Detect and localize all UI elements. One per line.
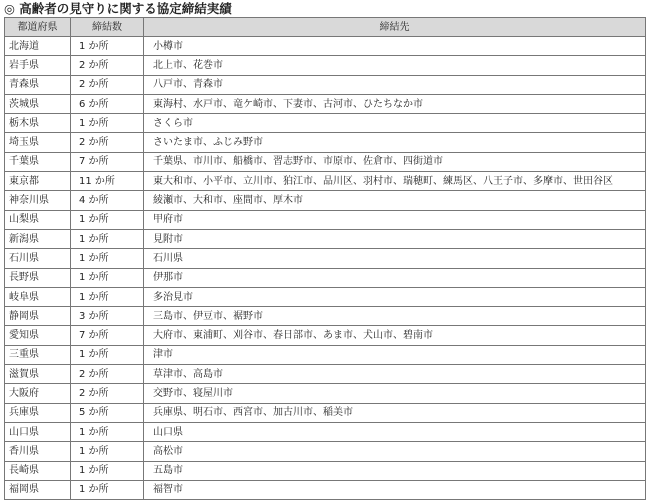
count-cell: 1 か所: [71, 442, 144, 461]
partners-cell: 八戸市、青森市: [144, 75, 646, 94]
count-cell: 2 か所: [71, 56, 144, 75]
table-row: [5, 365, 646, 384]
count-cell: 7 か所: [71, 152, 144, 171]
table-row: [5, 229, 646, 248]
table-row: [5, 152, 646, 171]
prefecture-cell: 山口県: [5, 422, 71, 441]
prefecture-cell: 東京都: [5, 172, 71, 191]
partners-cell: 山口県: [144, 422, 646, 441]
partners-cell: 福智市: [144, 480, 646, 499]
prefecture-cell: 福岡県: [5, 480, 71, 499]
prefecture-cell: 山梨県: [5, 210, 71, 229]
prefecture-cell: 岐阜県: [5, 287, 71, 306]
table-row: [5, 384, 646, 403]
count-cell: 7 か所: [71, 326, 144, 345]
table-row: [5, 172, 646, 191]
prefecture-cell: 千葉県: [5, 152, 71, 171]
table-row: [5, 114, 646, 133]
table-row: [5, 480, 646, 499]
table-row: [5, 191, 646, 210]
count-cell: 5 か所: [71, 403, 144, 422]
partners-cell: 北上市、花巻市: [144, 56, 646, 75]
partners-cell: 五島市: [144, 461, 646, 480]
count-cell: 1 か所: [71, 229, 144, 248]
count-cell: 1 か所: [71, 114, 144, 133]
prefecture-cell: 愛知県: [5, 326, 71, 345]
prefecture-cell: 長崎県: [5, 461, 71, 480]
count-cell: 1 か所: [71, 210, 144, 229]
table-row: [5, 249, 646, 268]
partners-cell: 高松市: [144, 442, 646, 461]
partners-cell: 大府市、東浦町、刈谷市、春日部市、あま市、犬山市、碧南市: [144, 326, 646, 345]
count-cell: 2 か所: [71, 365, 144, 384]
count-cell: 1 か所: [71, 37, 144, 56]
prefecture-cell: 香川県: [5, 442, 71, 461]
partners-cell: 交野市、寝屋川市: [144, 384, 646, 403]
table-row: [5, 326, 646, 345]
count-cell: 1 か所: [71, 422, 144, 441]
partners-cell: 石川県: [144, 249, 646, 268]
partners-cell: 見附市: [144, 229, 646, 248]
prefecture-cell: 静岡県: [5, 307, 71, 326]
prefecture-cell: 長野県: [5, 268, 71, 287]
table-row: [5, 37, 646, 56]
partners-cell: 伊那市: [144, 268, 646, 287]
prefecture-cell: 大阪府: [5, 384, 71, 403]
table-row: [5, 75, 646, 94]
partners-cell: 兵庫県、明石市、西宮市、加古川市、稲美市: [144, 403, 646, 422]
partners-cell: 東大和市、小平市、立川市、狛江市、品川区、羽村市、瑞穂町、練馬区、八王子市、多摩市、世田谷区: [144, 172, 646, 191]
prefecture-cell: 兵庫県: [5, 403, 71, 422]
table-row: [5, 403, 646, 422]
table-row: [5, 210, 646, 229]
partners-cell: 津市: [144, 345, 646, 364]
table-row: [5, 422, 646, 441]
column-header-partners: 締結先: [144, 18, 646, 37]
count-cell: 1 か所: [71, 287, 144, 306]
table-row: [5, 56, 646, 75]
prefecture-cell: 岩手県: [5, 56, 71, 75]
count-cell: 1 か所: [71, 345, 144, 364]
partners-cell: 甲府市: [144, 210, 646, 229]
table-row: [5, 287, 646, 306]
prefecture-cell: 埼玉県: [5, 133, 71, 152]
prefecture-cell: 神奈川県: [5, 191, 71, 210]
count-cell: 1 か所: [71, 461, 144, 480]
prefecture-cell: 三重県: [5, 345, 71, 364]
partners-cell: 綾瀬市、大和市、座間市、厚木市: [144, 191, 646, 210]
table-header-row: [5, 18, 646, 37]
count-cell: 1 か所: [71, 268, 144, 287]
column-header-prefecture: 都道府県: [5, 18, 71, 37]
table-row: [5, 133, 646, 152]
prefecture-cell: 茨城県: [5, 94, 71, 113]
partners-cell: 草津市、高島市: [144, 365, 646, 384]
table-row: [5, 345, 646, 364]
prefecture-cell: 新潟県: [5, 229, 71, 248]
partners-cell: 小樽市: [144, 37, 646, 56]
prefecture-cell: 北海道: [5, 37, 71, 56]
agreements-table: [4, 17, 646, 500]
partners-cell: 三島市、伊豆市、裾野市: [144, 307, 646, 326]
count-cell: 4 か所: [71, 191, 144, 210]
partners-cell: 千葉県、市川市、船橋市、習志野市、市原市、佐倉市、四街道市: [144, 152, 646, 171]
prefecture-cell: 滋賀県: [5, 365, 71, 384]
page-title: ◎ 高齢者の見守りに関する協定締結実績: [4, 1, 232, 16]
table-row: [5, 461, 646, 480]
prefecture-cell: 栃木県: [5, 114, 71, 133]
count-cell: 1 か所: [71, 480, 144, 499]
table-row: [5, 442, 646, 461]
partners-cell: さくら市: [144, 114, 646, 133]
table-row: [5, 307, 646, 326]
table-row: [5, 268, 646, 287]
prefecture-cell: 石川県: [5, 249, 71, 268]
partners-cell: さいたま市、ふじみ野市: [144, 133, 646, 152]
count-cell: 2 か所: [71, 75, 144, 94]
count-cell: 2 か所: [71, 133, 144, 152]
table-row: [5, 94, 646, 113]
count-cell: 6 か所: [71, 94, 144, 113]
count-cell: 11 か所: [71, 172, 144, 191]
prefecture-cell: 青森県: [5, 75, 71, 94]
partners-cell: 多治見市: [144, 287, 646, 306]
count-cell: 3 か所: [71, 307, 144, 326]
partners-cell: 東海村、水戸市、竜ケ崎市、下妻市、古河市、ひたちなか市: [144, 94, 646, 113]
count-cell: 1 か所: [71, 249, 144, 268]
column-header-count: 締結数: [71, 18, 144, 37]
count-cell: 2 か所: [71, 384, 144, 403]
